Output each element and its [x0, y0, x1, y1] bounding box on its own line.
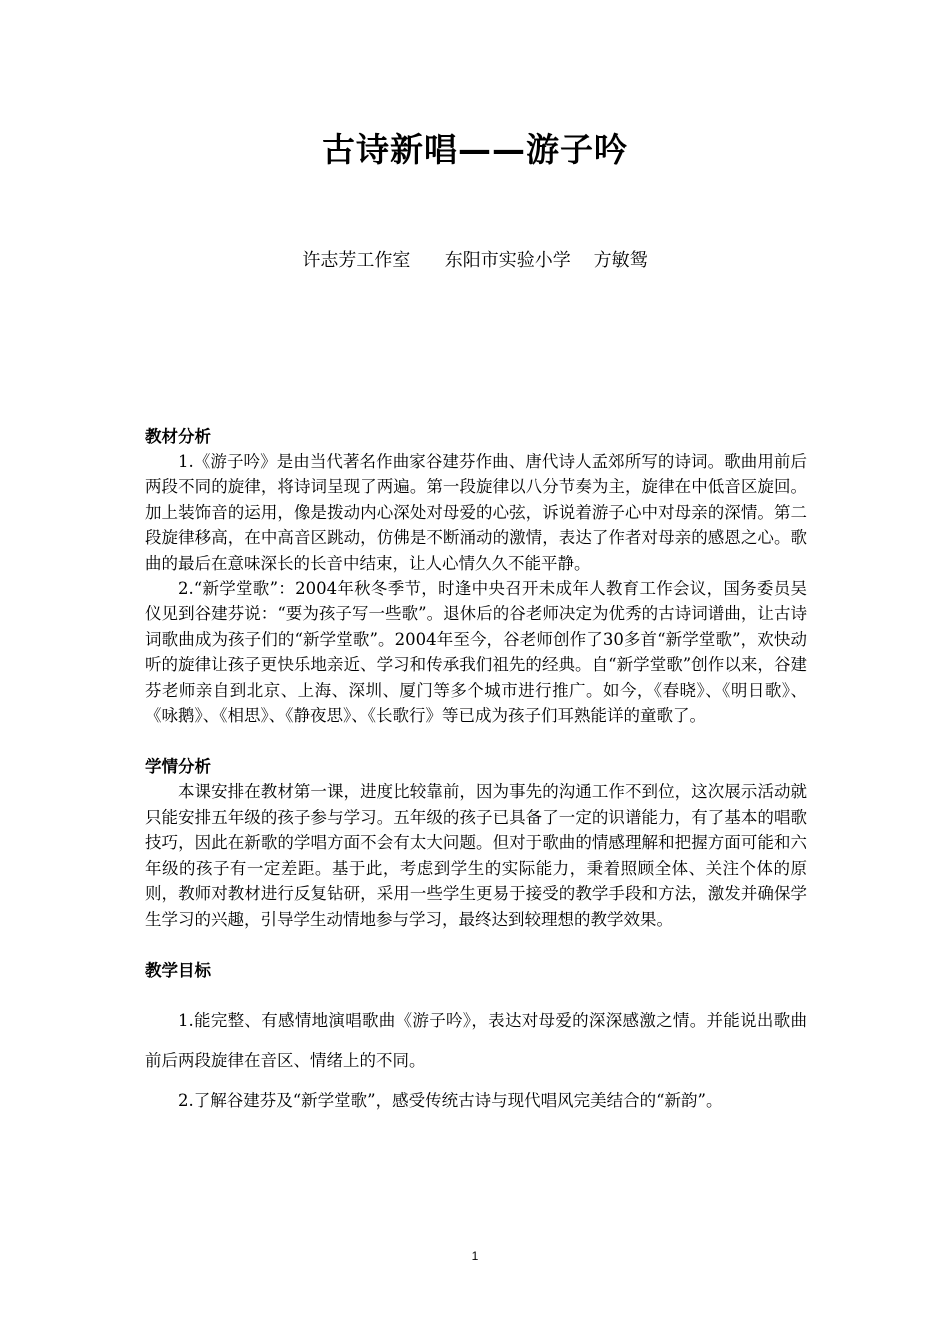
- document-title: 古诗新唱——游子吟: [322, 130, 628, 169]
- section-materials-analysis: [145, 424, 807, 728]
- spacer: [145, 728, 807, 754]
- paragraph: 2.了解谷建芬及“新学堂歌”，感受传统古诗与现代唱风完美结合的“新韵”。: [178, 1090, 723, 1110]
- author-line: 许志芳工作室 东阳市实验小学 方敏鸳: [302, 250, 648, 271]
- section-student-analysis: [145, 754, 807, 931]
- section-heading: 教学目标: [145, 960, 211, 980]
- section-heading: 教材分析: [145, 427, 211, 446]
- paragraph: 2.“新学堂歌”：2004年秋冬季节，时逢中央召开未成年人教育工作会议，国务委员吴仪见到谷建芬说：“要为孩子写一些歌”。退休后的谷老师决定为优秀的古诗词谱曲，让古诗词歌曲成为孩子们的“新学堂歌”。2004年至今，谷老师创作了30多首“新学堂歌”，欢快动听的旋律让孩子更快乐地亲近、学习和传承我们祖先的经典。自“新学堂歌”创作以来，谷建芬老师亲自到北京、上海、深圳、厦门等多个城市进行推广。如今，《春晓》、《明日歌》、《咏鹅》、《相思》、《静夜思》、《长歌行》等已成为孩子们耳熟能详的童歌了。: [145, 579, 807, 726]
- paragraph: 本课安排在教材第一课，进度比较靠前，因为事先的沟通工作不到位，这次展示活动就只能安排五年级的孩子参与学习。五年级的孩子已具备了一定的识谱能力，有了基本的唱歌技巧，因此在新歌的学唱方面不会有太大问题。但对于歌曲的情感理解和把握方面可能和六年级的孩子有一定差距。基于此，考虑到学生的实际能力，秉着照顾全体、关注个体的原则，教师对教材进行反复钻研，采用一些学生更易于接受的教学手段和方法，激发并确保学生学习的兴趣，引导学生动情地参与学习，最终达到较理想的教学效果。: [145, 782, 807, 929]
- page-number: 1: [471, 1249, 479, 1263]
- section-teaching-goals: [145, 958, 807, 1121]
- paragraph: 1.能完整、有感情地演唱歌曲《游子吟》，表达对母爱的深深感激之情。并能说出歌曲前后两段旋律在音区、情绪上的不同。: [145, 1010, 807, 1070]
- section-heading: 学情分析: [145, 757, 211, 777]
- spacer: [145, 983, 807, 1001]
- document-body: [145, 424, 807, 1121]
- paragraph: 1.《游子吟》是由当代著名作曲家谷建芬作曲、唐代诗人孟郊所写的诗词。歌曲用前后两段不同的旋律，将诗词呈现了两遍。第一段旋律以八分节奏为主，旋律在中低音区旋回。加上装饰音的运用，像是拨动内心深处对母爱的心弦，诉说着游子心中对母亲的深情。第二段旋律移高，在中高音区跳动，仿佛是不断涌动的激情，表达了作者对母亲的感恩之心。歌曲的最后在意味深长的长音中结束，让人心情久久不能平静。: [145, 452, 807, 573]
- spacer: [145, 932, 807, 958]
